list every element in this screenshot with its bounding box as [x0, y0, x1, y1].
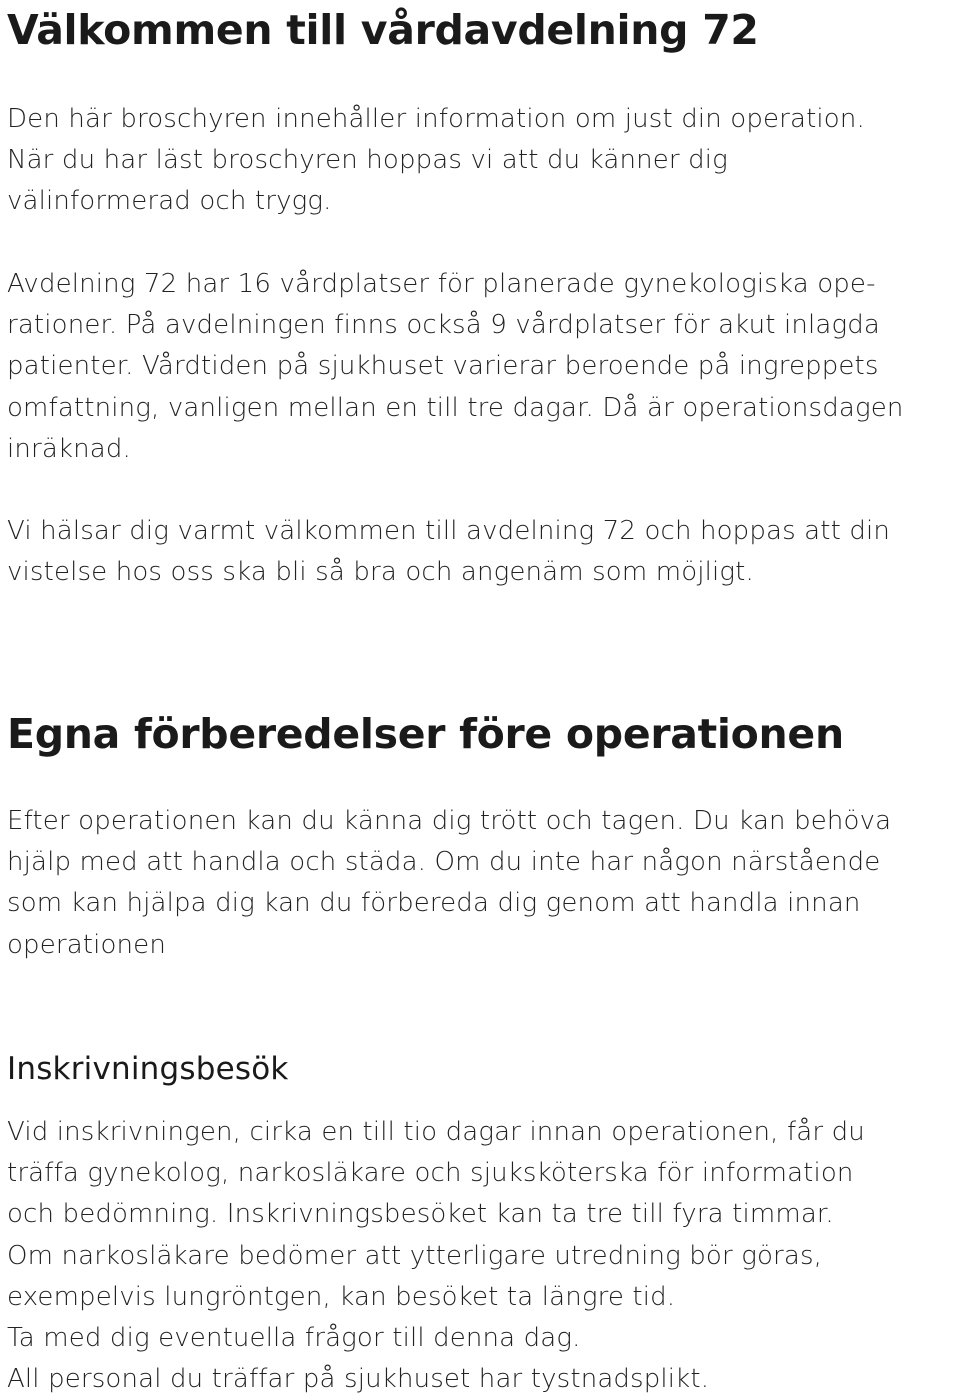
preparations-line: hjälp med att handla och städa. Om du inte har någon närstående	[7, 847, 881, 878]
intro-line: Den här broschyren innehåller information om just din operation.	[7, 104, 865, 134]
enrollment-line: exempelvis lungröntgen, kan besöket ta längre tid.	[7, 1281, 676, 1312]
ward-info-line: rationer. På avdelningen finns också 9 vårdplatser för akut inlagda	[7, 310, 880, 341]
intro-paragraph	[7, 99, 960, 223]
preparations-line: Efter operationen kan du känna dig trött och tagen. Du kan behöva	[7, 806, 892, 836]
ward-info-line: Avdelning 72 har 16 vårdplatser för planerade gynekologiska ope-	[7, 269, 876, 299]
preparations-line: som kan hjälpa dig kan du förbereda dig genom att handla innan	[7, 888, 861, 919]
section-heading-enrollment: Inskrivningsbesök	[7, 1051, 289, 1087]
intro-line: När du har läst broschyren hoppas vi att du känner dig	[7, 145, 728, 176]
ward-info-line: inräknad.	[7, 433, 131, 464]
preparations-paragraph	[7, 801, 960, 966]
ward-info-line: patienter. Vårdtiden på sjukhuset varierar beroende på ingreppets	[7, 351, 879, 382]
enrollment-line: All personal du träffar på sjukhuset har tystnadsplikt.	[7, 1364, 710, 1395]
section-heading-preparations: Egna förberedelser före operationen	[7, 710, 844, 758]
ward-info-line: omfattning, vanligen mellan en till tre dagar. Då är operationsdagen	[7, 392, 904, 423]
enrollment-line: träffa gynekolog, narkosläkare och sjuksköterska för information	[7, 1158, 854, 1189]
page-title: Välkommen till vårdavdelning 72	[7, 6, 759, 54]
enrollment-paragraph	[7, 1112, 960, 1400]
welcome-line: vistelse hos oss ska bli så bra och angenäm som möjligt.	[7, 557, 754, 588]
enrollment-line: Vid inskrivningen, cirka en till tio dagar innan operationen, får du	[7, 1117, 865, 1147]
ward-info-paragraph	[7, 264, 960, 470]
enrollment-line: Ta med dig eventuella frågor till denna dag.	[7, 1323, 581, 1354]
welcome-paragraph	[7, 511, 960, 593]
welcome-line: Vi hälsar dig varmt välkommen till avdelning 72 och hoppas att din	[7, 516, 891, 546]
intro-line: välinformerad och trygg.	[7, 186, 332, 217]
enrollment-line: och bedömning. Inskrivningsbesöket kan ta tre till fyra timmar.	[7, 1199, 834, 1230]
preparations-line: operationen	[7, 929, 166, 960]
enrollment-line: Om narkosläkare bedömer att ytterligare utredning bör göras,	[7, 1240, 823, 1271]
